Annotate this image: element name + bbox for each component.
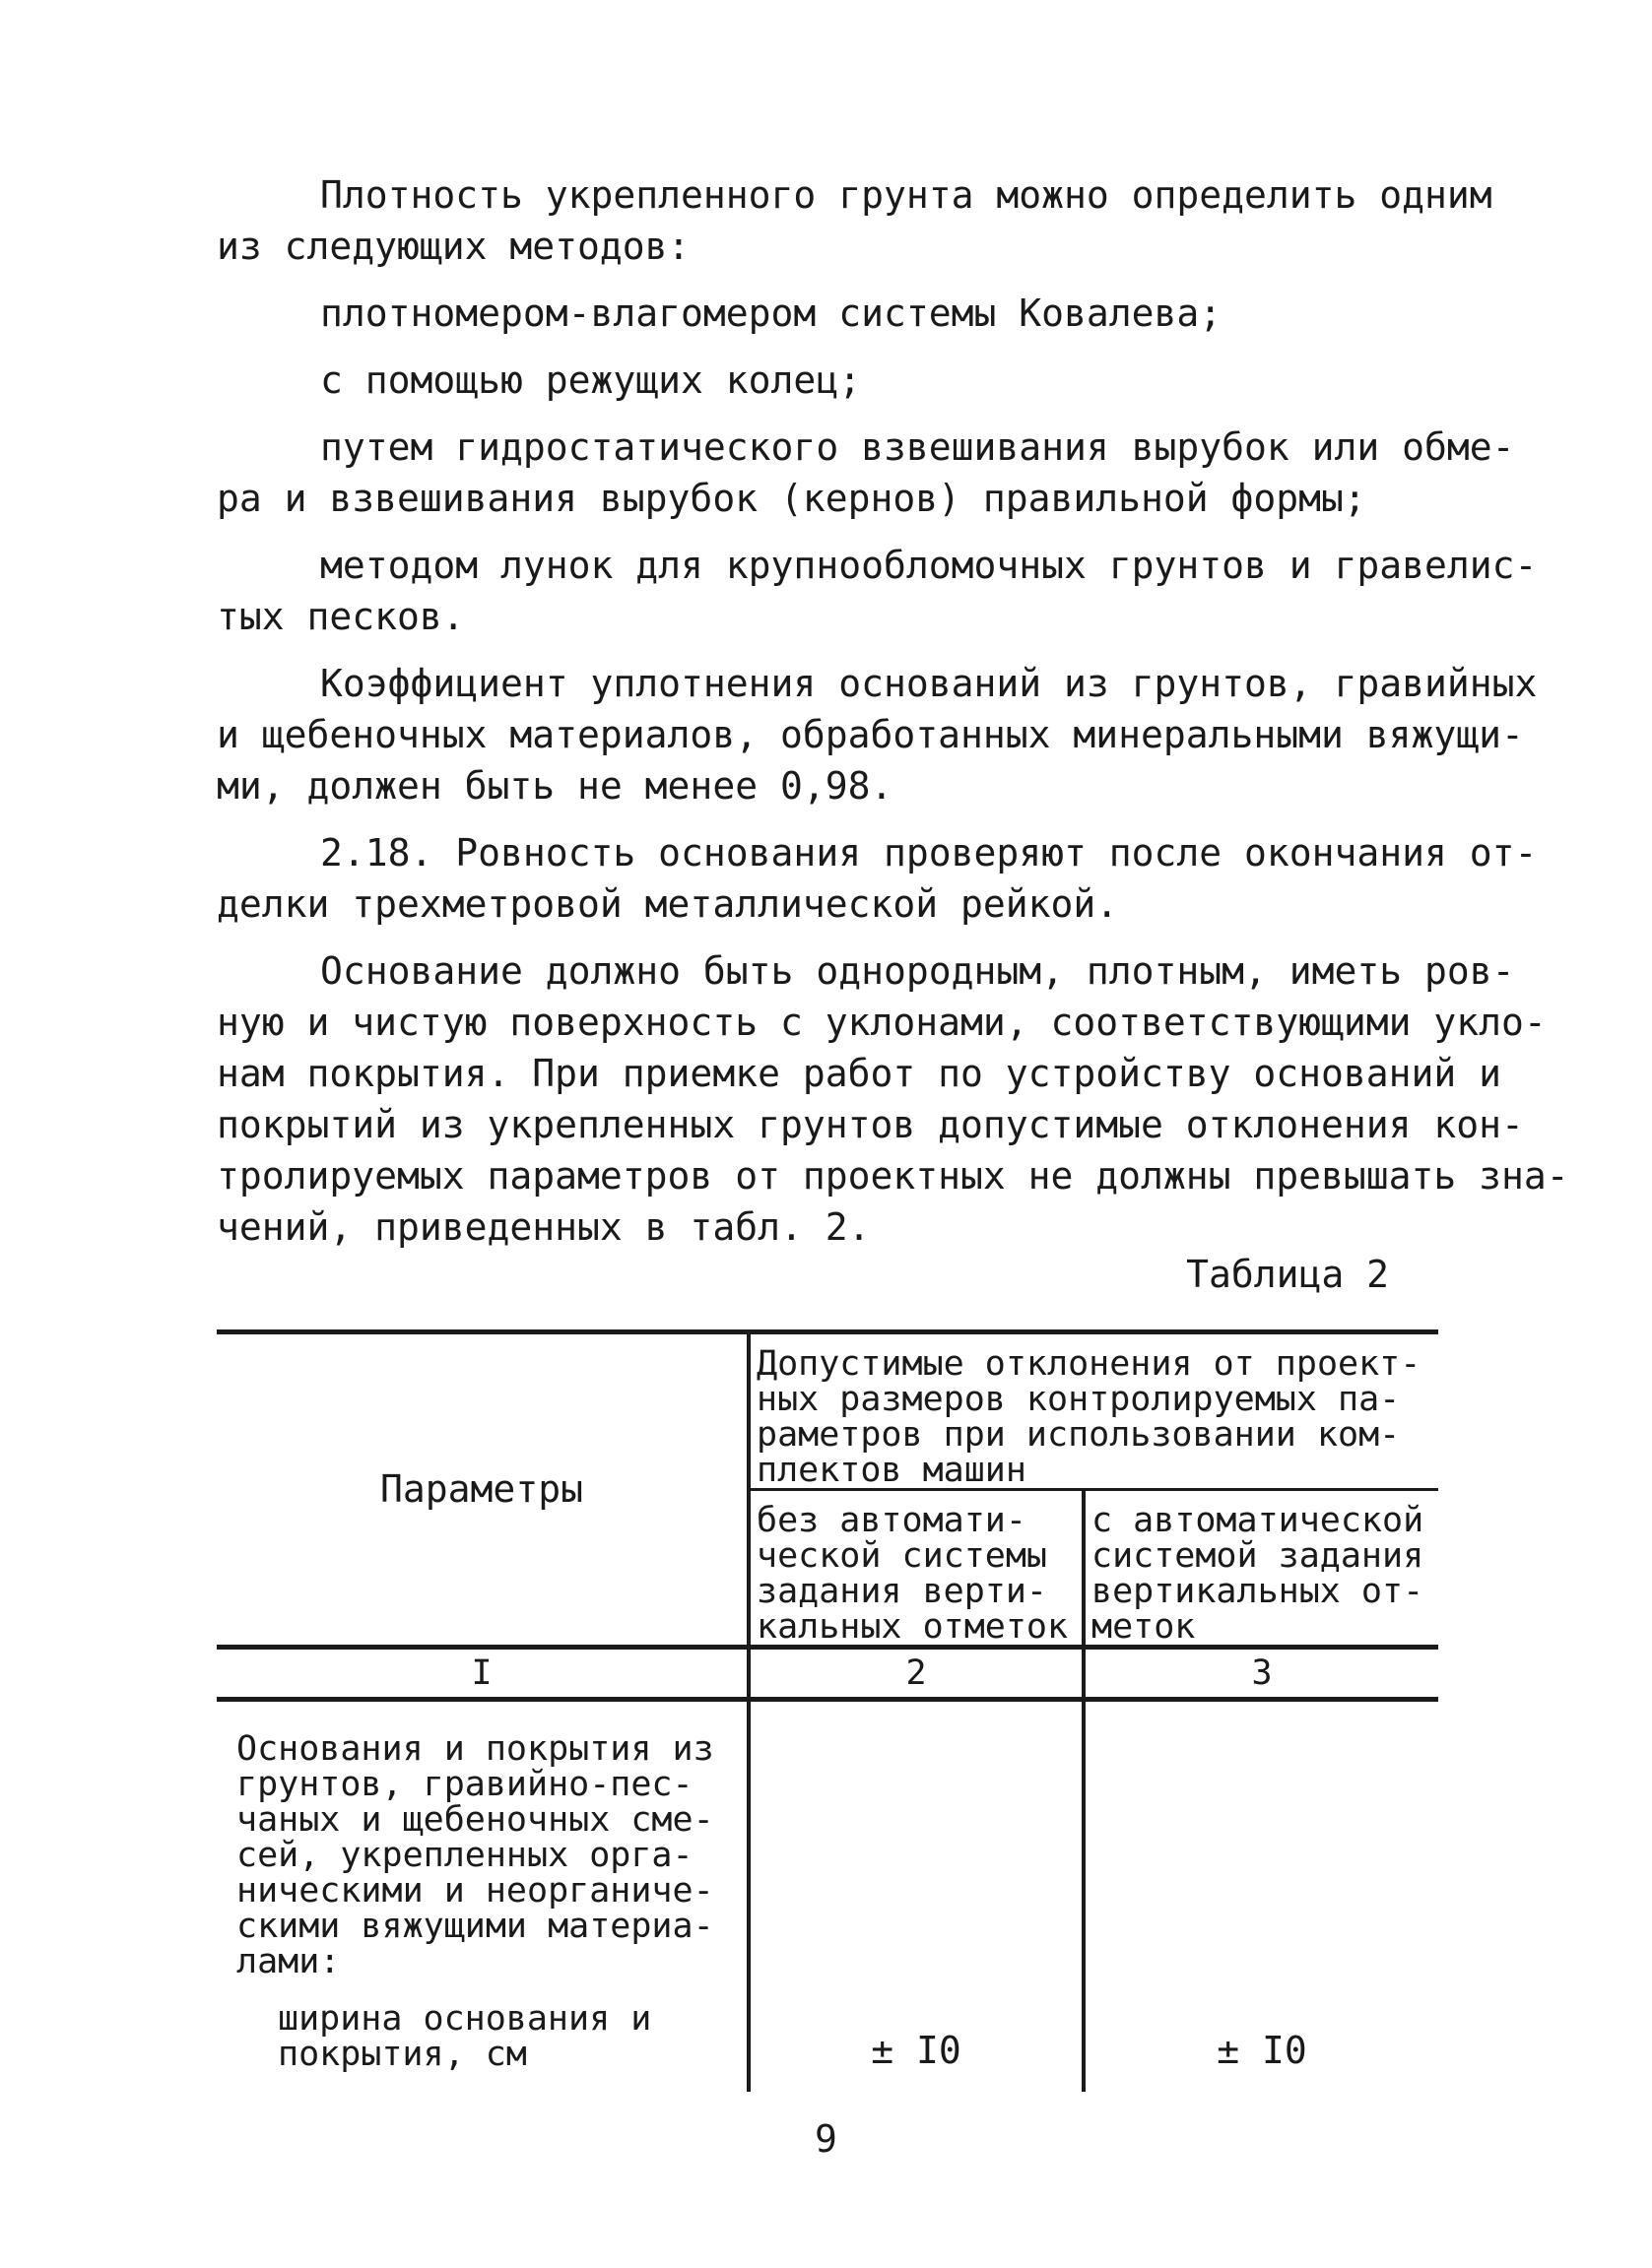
header-params-label: Параметры [380,1466,583,1511]
header-col-2-line: кальных отметок [757,1607,1069,1647]
header-col-2-line: без автомати- [757,1501,1026,1540]
header-group-line: ных размеров контролируемых па- [757,1380,1401,1419]
section-line: Основания и покрытия из [236,1729,714,1769]
text-line: нам покрытия. При приемке работ по устройству оснований и [217,1052,1502,1095]
deviations-table [217,1329,1438,2092]
text-line: делки трехметровой металлической рейкой. [217,882,1119,926]
text-line: ра и взвешивания вырубок (кернов) правильной формы; [217,477,1366,520]
column-number: 2 [749,1648,1084,1700]
section-line: грунтов, гравийно-пес- [236,1765,694,1804]
section-line: ническими и неорганиче- [236,1871,714,1911]
section-line: лами: [236,1942,341,1981]
text-line: и щебеночных материалов, обработанных минеральными вяжущи- [217,713,1524,756]
text-line: тых песков. [217,595,465,638]
text-line: 2.18. Ровность основания проверяют после окончания от- [320,831,1538,875]
section-line: сей, укрепленных орга- [236,1836,694,1875]
header-col-2-line: задания верти- [757,1572,1048,1611]
page-number: 9 [815,2117,837,2161]
empty-cell [1084,1700,1438,1980]
column-number: 3 [1084,1648,1438,1700]
column-number: I [217,1648,749,1700]
header-col-2-line: ческой системы [757,1536,1048,1576]
text-line: плотномером-влагомером системы Ковалева; [320,292,1222,335]
row-param-line: ширина основания и [278,1999,652,2039]
header-col-3 [1084,1490,1438,1648]
text-line: тролируемых параметров от проектных не должны превышать зна- [217,1154,1569,1198]
header-col-2 [749,1490,1084,1648]
text-line: путем гидростатического взвешивания вырубок или обме- [320,425,1515,469]
header-group-line: раметров при использовании ком- [757,1415,1401,1455]
text-line: Основание должно быть однородным, плотным, иметь ров- [320,949,1515,993]
text-line: покрытий из укрепленных грунтов допустимые отклонения кон- [217,1103,1524,1146]
text-line: из следующих методов: [217,225,691,268]
row-param-line: покрытия, см [278,2035,527,2074]
text-line: ную и чистую поверхность с уклонами, соответствующими укло- [217,1001,1547,1044]
header-params [217,1332,749,1648]
header-group-line: Допустимые отклонения от проект- [757,1344,1421,1384]
text-line: Коэффициент уплотнения оснований из грунтов, гравийных [320,662,1538,705]
text-line: чений, приведенных в табл. 2. [217,1205,871,1249]
text-line: методом лунок для крупнообломочных грунтов и гравелис- [320,544,1538,587]
section-line: чаных и щебеночных сме- [236,1800,714,1840]
section-line: скими вяжущими материа- [236,1907,714,1946]
header-col-3-line: с автоматической [1091,1501,1424,1540]
text-line: ми, должен быть не менее 0,98. [217,764,893,808]
row-value-col3: ± I0 [1084,1979,1438,2092]
table-caption: Таблица 2 [1186,1253,1389,1296]
section-heading [217,1700,749,1980]
text-line: с помощью режущих колец; [320,358,862,402]
header-col-3-line: вертикальных от- [1091,1572,1424,1611]
header-col-3-line: системой задания [1091,1536,1424,1576]
header-col-3-line: меток [1091,1607,1196,1647]
row-value-col2: ± I0 [749,1979,1084,2092]
text-line: Плотность укрепленного грунта можно определить одним [320,173,1492,217]
row-param [217,1979,749,2092]
empty-cell [749,1700,1084,1980]
header-group [749,1332,1438,1490]
header-group-line: плектов машин [757,1451,1026,1490]
